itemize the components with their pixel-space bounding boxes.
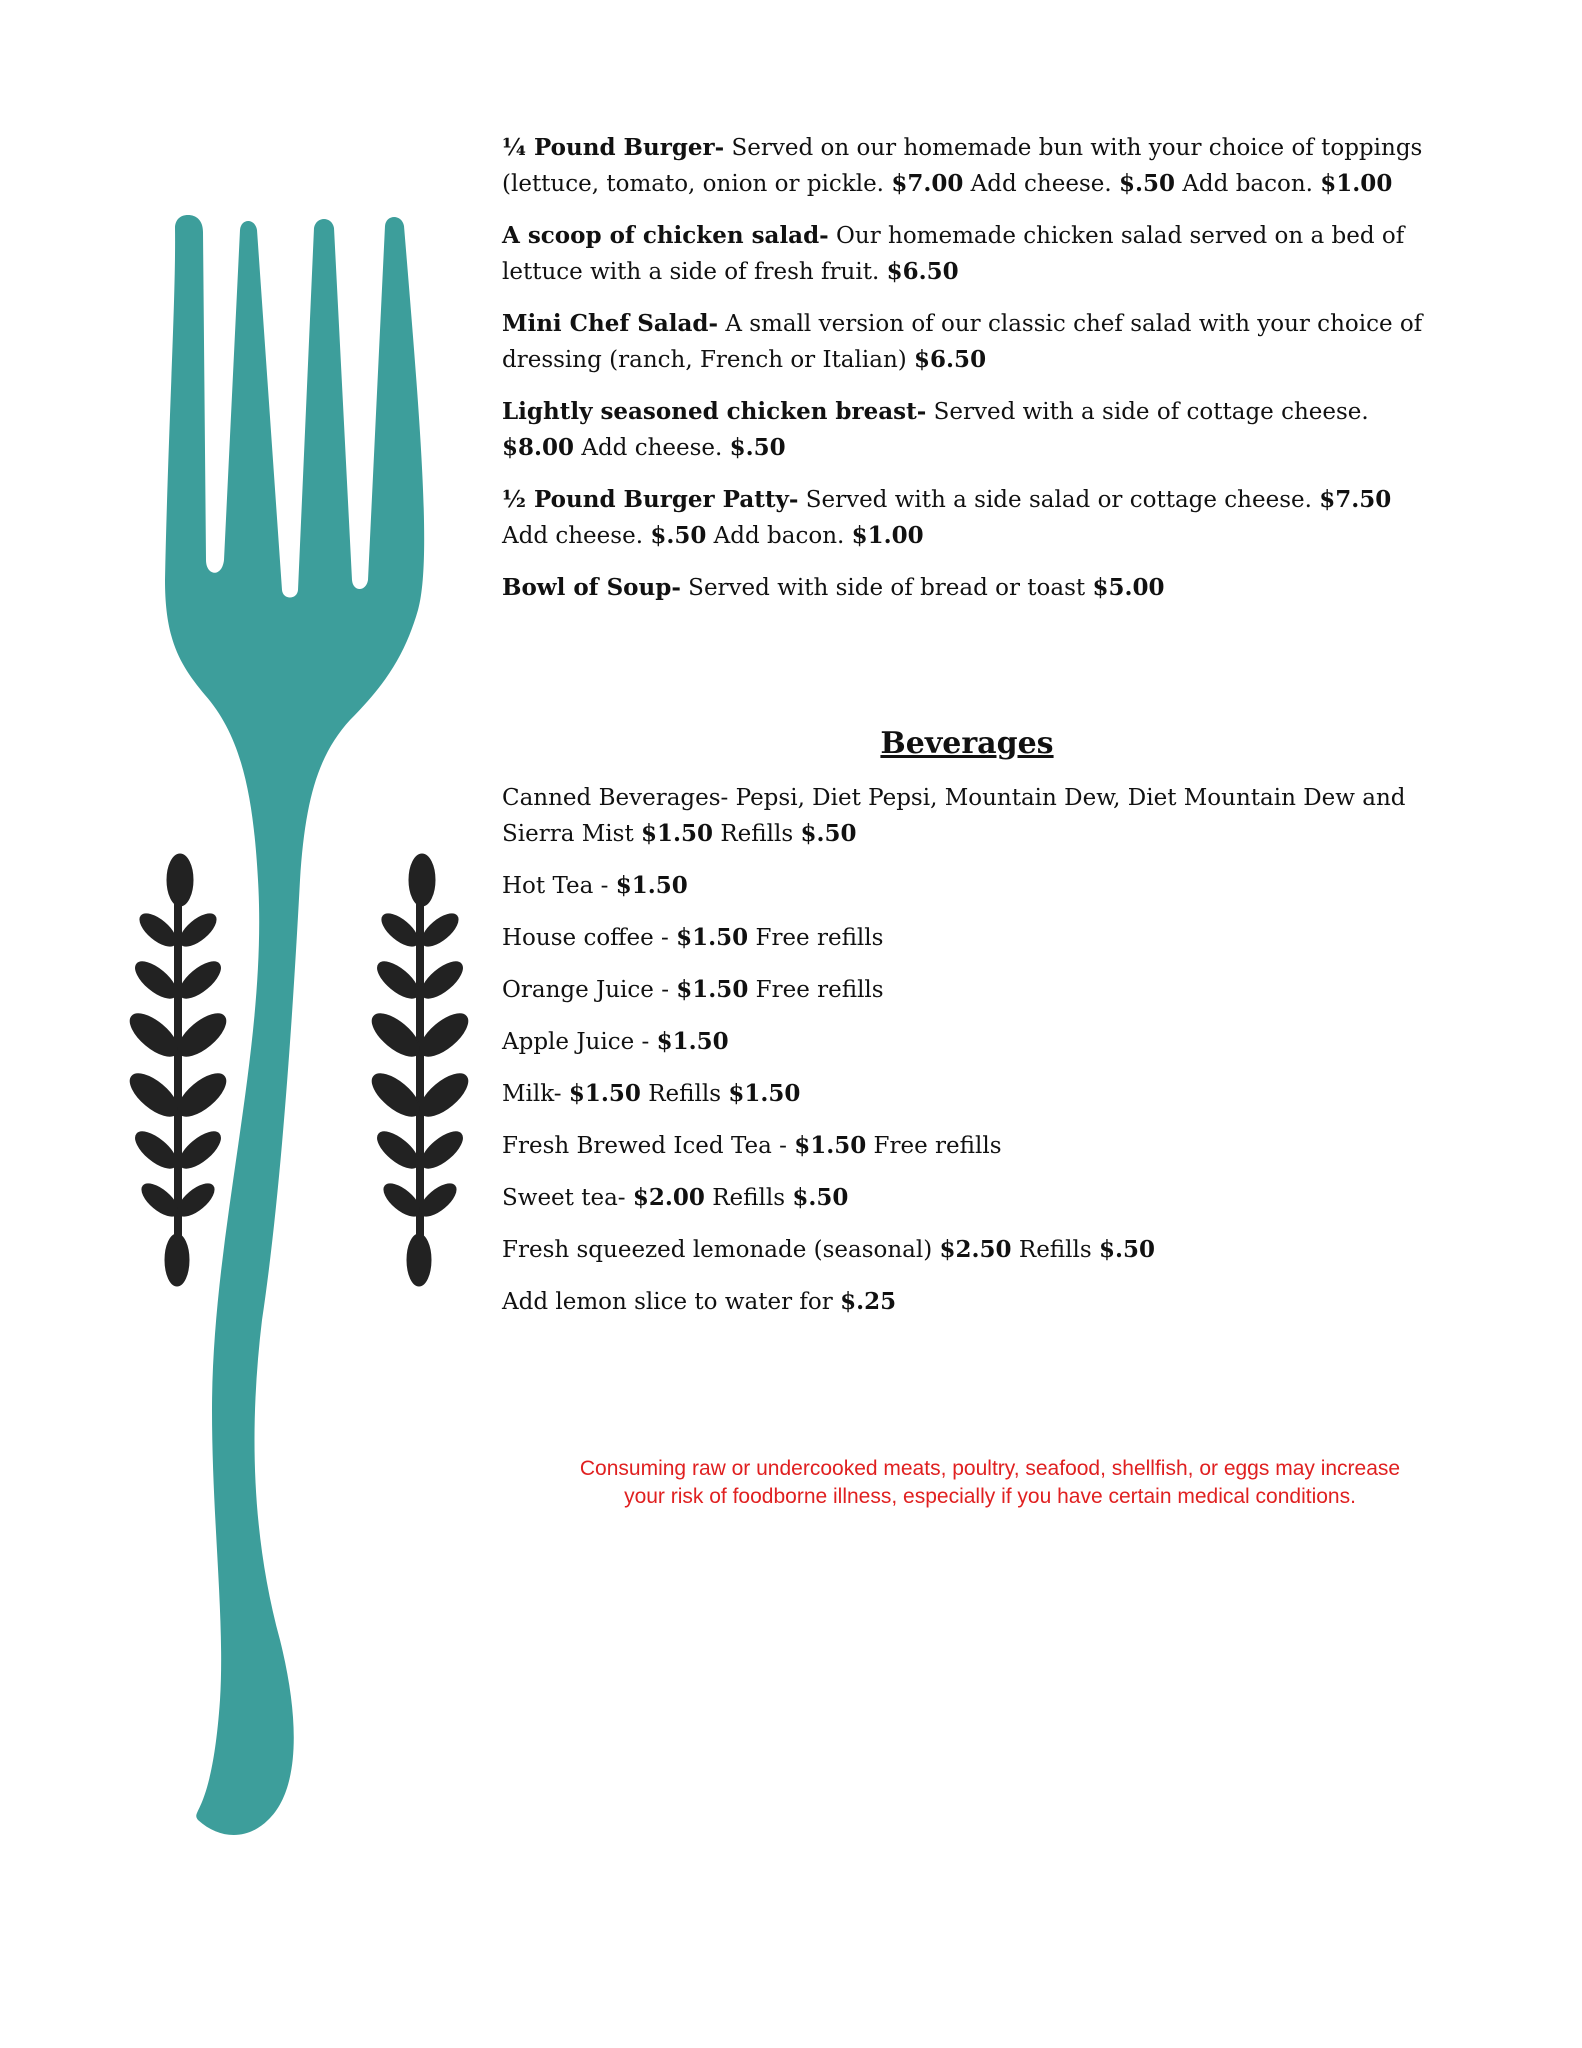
price: $2.00	[632, 1184, 705, 1211]
beverage-item	[502, 920, 1432, 956]
price: $.50	[800, 820, 857, 847]
price: $1.50	[656, 1028, 729, 1055]
beverage-item	[502, 1024, 1432, 1060]
price: $1.50	[641, 820, 714, 847]
menu-item	[502, 482, 1432, 554]
price: $8.00	[502, 434, 575, 461]
warning-line-2: your risk of foodborne illness, especially if you have certain medical conditions.	[624, 1485, 1356, 1508]
beverages-list	[502, 780, 1432, 1320]
item-text: Refills	[713, 821, 801, 847]
food-safety-warning	[490, 1455, 1490, 1511]
item-text: Served with a side salad or cottage cheese.	[798, 487, 1320, 513]
item-text: A small version of our classic chef salad with your choice of dressing (ranch, French or Italian)	[502, 311, 1423, 373]
item-text: Our homemade chicken salad served on a bed of lettuce with a side of fresh fruit.	[502, 223, 1405, 285]
menu-item-name: Lightly seasoned chicken breast-	[502, 398, 927, 425]
price: $1.50	[676, 924, 749, 951]
price: $6.50	[886, 258, 959, 285]
price: $1.50	[615, 872, 688, 899]
item-text: Add bacon.	[706, 523, 852, 549]
item-text: House coffee -	[502, 925, 677, 951]
item-text: Apple Juice -	[502, 1029, 657, 1055]
price: $.50	[729, 434, 786, 461]
price: $1.50	[794, 1132, 867, 1159]
item-text: Milk-	[502, 1081, 569, 1107]
menu-content	[502, 130, 1432, 1336]
menu-item	[502, 306, 1432, 378]
item-text: Served on our homemade bun with your choice of toppings (lettuce, tomato, onion or pickle.	[502, 135, 1423, 197]
item-text: Served with side of bread or toast	[680, 575, 1093, 601]
item-text: Free refills	[866, 1133, 1002, 1159]
food-menu-list	[502, 130, 1432, 606]
beverage-item	[502, 780, 1432, 852]
item-text: Hot Tea -	[502, 873, 616, 899]
item-text: Free refills	[748, 977, 884, 1003]
price: $.50	[792, 1184, 849, 1211]
item-text: Add lemon slice to water for	[502, 1289, 841, 1315]
price: $1.00	[851, 522, 924, 549]
warning-line-1: Consuming raw or undercooked meats, poultry, seafood, shellfish, or eggs may increase	[579, 1457, 1401, 1480]
item-text: Canned Beverages- Pepsi, Diet Pepsi, Mountain Dew, Diet Mountain Dew and Sierra Mist	[502, 785, 1406, 847]
menu-item-name: ½ Pound Burger Patty-	[502, 486, 799, 513]
price: $.25	[840, 1288, 897, 1315]
beverages-heading: Beverages	[880, 726, 1054, 761]
menu-item	[502, 570, 1432, 606]
menu-item-name: A scoop of chicken salad-	[502, 222, 829, 249]
item-text: Fresh squeezed lemonade (seasonal)	[502, 1237, 940, 1263]
fork-illustration	[0, 0, 480, 2048]
beverage-item	[502, 1180, 1432, 1216]
item-text: Refills	[704, 1185, 793, 1211]
item-text: Fresh Brewed Iced Tea -	[502, 1133, 795, 1159]
beverage-item	[502, 868, 1432, 904]
price: $.50	[1118, 170, 1176, 197]
menu-item	[502, 218, 1432, 290]
item-text: Sweet tea-	[502, 1185, 633, 1211]
menu-item	[502, 130, 1432, 202]
price: $6.50	[914, 346, 987, 373]
price: $1.50	[676, 976, 749, 1003]
price: $1.50	[728, 1080, 801, 1107]
beverage-item	[502, 972, 1432, 1008]
price: $1.50	[568, 1080, 641, 1107]
menu-item	[502, 394, 1432, 466]
price: $7.00	[891, 170, 964, 197]
beverage-item	[502, 1076, 1432, 1112]
menu-item-name: Mini Chef Salad-	[502, 310, 719, 337]
item-text: Served with a side of cottage cheese.	[926, 399, 1369, 425]
menu-item-name: ¼ Pound Burger-	[502, 134, 725, 161]
item-text: Add cheese.	[963, 171, 1119, 197]
beverage-item	[502, 1128, 1432, 1164]
leaf-sprig-left-icon	[123, 854, 232, 1286]
price: $.50	[650, 522, 707, 549]
beverage-item	[502, 1232, 1432, 1268]
beverage-item	[502, 1284, 1432, 1320]
item-text: Refills	[1011, 1237, 1099, 1263]
item-text: Add cheese.	[574, 435, 730, 461]
price: $1.00	[1320, 170, 1393, 197]
price: $2.50	[939, 1236, 1012, 1263]
item-text: Add cheese.	[502, 523, 651, 549]
item-text: Refills	[640, 1081, 729, 1107]
leaf-sprig-right-icon	[365, 854, 474, 1286]
price: $5.00	[1092, 574, 1165, 601]
price: $7.50	[1319, 486, 1392, 513]
item-text: Free refills	[748, 925, 884, 951]
price: $.50	[1098, 1236, 1156, 1263]
item-text: Orange Juice -	[502, 977, 677, 1003]
menu-item-name: Bowl of Soup-	[502, 574, 681, 601]
item-text: Add bacon.	[1175, 171, 1321, 197]
